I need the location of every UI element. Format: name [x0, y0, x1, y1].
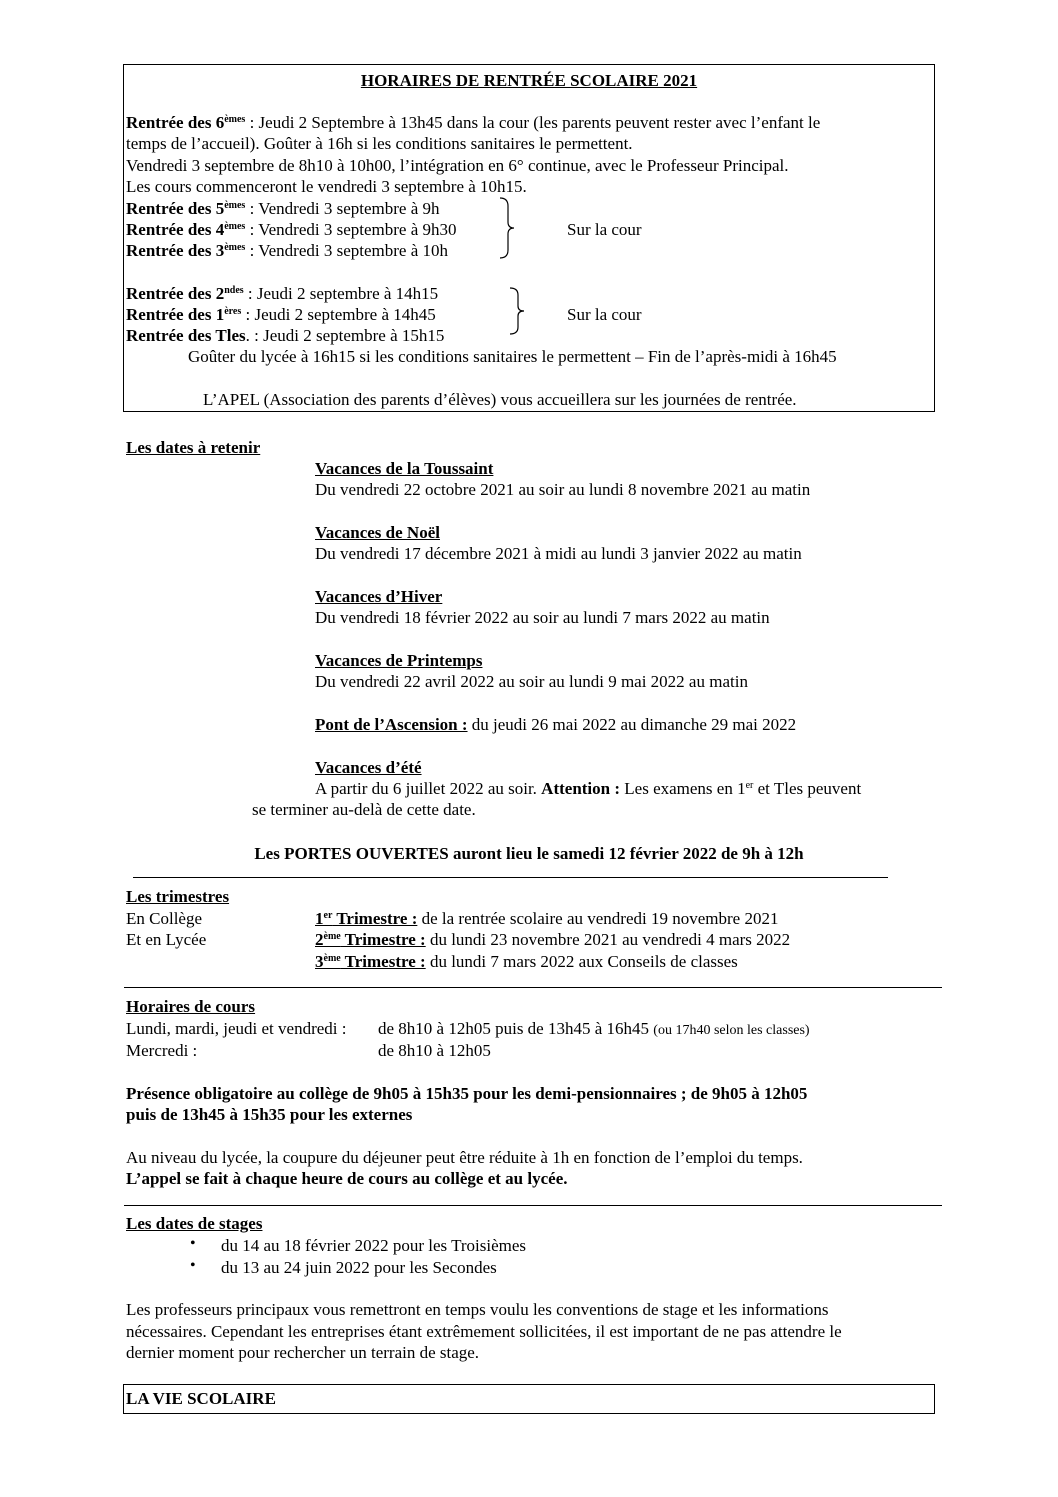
- lycee-row-text: . : Jeudi 2 septembre à 15h15: [245, 326, 445, 345]
- lycee-dejeuner: Au niveau du lycée, la coupure du déjeuner peut être réduite à 1h en fonction de l’emploi du temps.: [126, 1148, 803, 1167]
- college-row-sup: èmes: [224, 200, 246, 211]
- lycee-row-text: : Jeudi 2 septembre à 14h45: [241, 305, 436, 324]
- sixiemes-line-1: [126, 112, 820, 133]
- sixiemes-sup: èmes: [224, 114, 246, 125]
- trimestre-label: [315, 930, 426, 949]
- lycee-row-1: [126, 304, 436, 325]
- divider-1: [133, 877, 888, 878]
- stages-heading: Les dates de stages: [126, 1214, 263, 1233]
- date-title-noel: Vacances de Noël: [315, 523, 440, 542]
- ete-text-2: Les examens en 1: [620, 779, 746, 798]
- college-row-label: Rentrée des 3: [126, 241, 225, 260]
- trimestres-left-1: En Collège: [126, 909, 203, 928]
- ete-title: Vacances d’été: [315, 758, 422, 777]
- sixiemes-text-1: : Jeudi 2 Septembre à 13h45 dans la cour (les parents peuvent rester avec l’enfant le: [245, 113, 821, 132]
- horaires-row2-text: de 8h10 à 12h05: [378, 1041, 491, 1060]
- sixiemes-line-3: Vendredi 3 septembre de 8h10 à 10h00, l’intégration en 6° continue, avec le Professeur Principal.: [126, 156, 789, 175]
- lycee-row-text: : Jeudi 2 septembre à 14h15: [243, 284, 439, 303]
- lycee-row-label: Rentrée des 1: [126, 305, 225, 324]
- ete-text-1: A partir du 6 juillet 2022 au soir.: [315, 779, 542, 798]
- trimestre-text: du lundi 23 novembre 2021 au vendredi 4 mars 2022: [425, 930, 791, 949]
- apel-line: L’APEL (Association des parents d’élèves) vous accueillera sur les journées de rentrée.: [203, 390, 797, 409]
- trimestre-word: Trimestre :: [340, 952, 426, 971]
- horaires-row2-label: Mercredi :: [126, 1041, 198, 1060]
- ete-line-1: [315, 778, 861, 799]
- sixiemes-label: Rentrée des 6: [126, 113, 225, 132]
- presence-line-2: puis de 13h45 à 15h35 pour les externes: [126, 1105, 413, 1124]
- rentree-title: HORAIRES DE RENTRÉE SCOLAIRE 2021: [360, 71, 698, 90]
- ete-sup: er: [745, 780, 754, 791]
- date-title-hiver: Vacances d’Hiver: [315, 587, 443, 606]
- lycee-place: Sur la cour: [567, 305, 642, 324]
- trimestre-text: de la rentrée scolaire au vendredi 19 novembre 2021: [417, 909, 779, 928]
- lycee-row-sup: ères: [224, 306, 242, 317]
- lycee-brace-icon: [508, 286, 528, 336]
- lycee-row-label: Rentrée des 2: [126, 284, 225, 303]
- college-row-sup: èmes: [224, 221, 246, 232]
- appel-line: L’appel se fait à chaque heure de cours au collège et au lycée.: [126, 1169, 568, 1188]
- date-text-printemps: Du vendredi 22 avril 2022 au soir au lundi 9 mai 2022 au matin: [315, 672, 748, 691]
- horaires-heading: Horaires de cours: [126, 997, 256, 1016]
- divider-2: [124, 987, 942, 988]
- trimestres-heading: Les trimestres: [126, 887, 230, 906]
- date-text-hiver: Du vendredi 18 février 2022 au soir au lundi 7 mars 2022 au matin: [315, 608, 770, 627]
- trimestre-row-1: [315, 908, 778, 929]
- college-place: Sur la cour: [567, 220, 642, 239]
- ascension-text: du jeudi 26 mai 2022 au dimanche 29 mai 2022: [467, 715, 797, 734]
- trimestre-num: 2: [315, 930, 324, 949]
- sixiemes-line-2: temps de l’accueil). Goûter à 16h si les conditions sanitaires le permettent.: [126, 134, 633, 153]
- trimestre-num: 3: [315, 952, 324, 971]
- trimestre-label: [315, 909, 417, 928]
- trimestre-sup: ème: [323, 931, 341, 942]
- college-row-3: [126, 240, 448, 261]
- bullet-icon: •: [190, 1235, 196, 1252]
- sixiemes-line-4: Les cours commenceront le vendredi 3 septembre à 10h15.: [126, 177, 527, 196]
- portes-ouvertes: Les PORTES OUVERTES auront lieu le samedi 12 février 2022 de 9h à 12h: [254, 844, 804, 863]
- divider-3: [124, 1205, 942, 1206]
- lycee-row-t: [126, 325, 444, 346]
- ascension-title: Pont de l’Ascension :: [315, 715, 468, 734]
- college-row-4: [126, 219, 457, 240]
- date-title-printemps: Vacances de Printemps: [315, 651, 483, 670]
- college-row-text: : Vendredi 3 septembre à 9h30: [245, 220, 457, 239]
- trimestre-sup: er: [323, 910, 333, 921]
- college-row-sup: èmes: [224, 242, 246, 253]
- college-row-label: Rentrée des 4: [126, 220, 225, 239]
- ete-line-2: se terminer au-delà de cette date.: [252, 800, 476, 819]
- trimestre-text: du lundi 7 mars 2022 aux Conseils de classes: [425, 952, 738, 971]
- ascension-line: [315, 714, 796, 735]
- horaires-row1-main: de 8h10 à 12h05 puis de 13h45 à 16h45: [378, 1019, 654, 1038]
- college-brace-icon: [498, 196, 518, 260]
- college-row-text: : Vendredi 3 septembre à 9h: [245, 199, 440, 218]
- lycee-row-label: Rentrée des Tles: [126, 326, 246, 345]
- date-text-noel: Du vendredi 17 décembre 2021 à midi au lundi 3 janvier 2022 au matin: [315, 544, 802, 563]
- college-row-5: [126, 198, 440, 219]
- stage-item-2: du 13 au 24 juin 2022 pour les Secondes: [221, 1258, 497, 1277]
- trimestre-word: Trimestre :: [340, 930, 426, 949]
- trimestre-num: 1: [315, 909, 324, 928]
- lycee-row-sup: ndes: [224, 285, 244, 296]
- horaires-row1-small: (ou 17h40 selon les classes): [653, 1023, 810, 1038]
- stage-item-1: du 14 au 18 février 2022 pour les Troisièmes: [221, 1236, 527, 1255]
- stages-para-3: dernier moment pour rechercher un terrain de stage.: [126, 1343, 480, 1362]
- date-text-toussaint: Du vendredi 22 octobre 2021 au soir au lundi 8 novembre 2021 au matin: [315, 480, 811, 499]
- vie-scolaire-title: LA VIE SCOLAIRE: [126, 1389, 276, 1408]
- ete-attention: Attention :: [541, 779, 621, 798]
- date-title-toussaint: Vacances de la Toussaint: [315, 459, 494, 478]
- horaires-row1-text: [378, 1018, 810, 1041]
- horaires-row1-label: Lundi, mardi, jeudi et vendredi :: [126, 1019, 347, 1038]
- stages-para-1: Les professeurs principaux vous remettront en temps voulu les conventions de stage et les informations: [126, 1300, 829, 1319]
- college-row-text: : Vendredi 3 septembre à 10h: [245, 241, 449, 260]
- stages-para-2: nécessaires. Cependant les entreprises étant extrêmement sollicitées, il est important de ne pas attendre le: [126, 1322, 842, 1341]
- ete-text-3: et Tles peuvent: [753, 779, 862, 798]
- trimestre-label: [315, 952, 426, 971]
- trimestre-row-2: [315, 929, 790, 950]
- trimestres-left-2: Et en Lycée: [126, 930, 207, 949]
- trimestre-word: Trimestre :: [332, 909, 418, 928]
- dates-heading: Les dates à retenir: [126, 438, 261, 457]
- presence-line-1: Présence obligatoire au collège de 9h05 à 15h35 pour les demi-pensionnaires ; de 9h05 à 12h05: [126, 1084, 808, 1103]
- lycee-row-2: [126, 283, 438, 304]
- bullet-icon: •: [190, 1257, 196, 1274]
- trimestre-row-3: [315, 951, 738, 972]
- trimestre-sup: ème: [323, 953, 341, 964]
- college-row-label: Rentrée des 5: [126, 199, 225, 218]
- gouter-line: Goûter du lycée à 16h15 si les conditions sanitaires le permettent – Fin de l’après-midi à 16h45: [188, 347, 837, 366]
